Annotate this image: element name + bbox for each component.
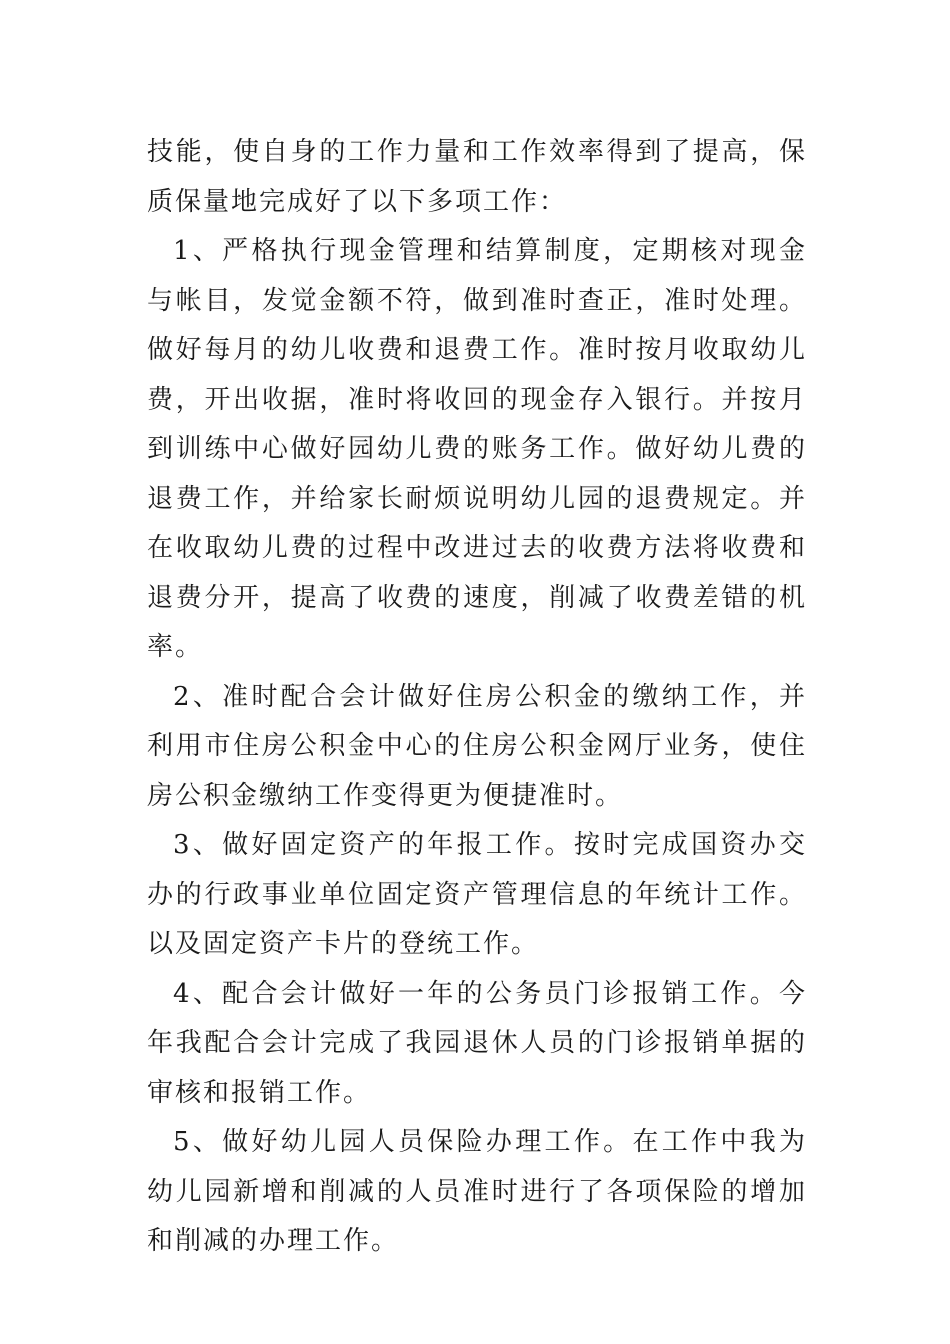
paragraph-item-5: 5、做好幼儿园人员保险办理工作。在工作中我为幼儿园新增和削减的人员准时进行了各项保险的增加和削减的办理工作。: [147, 1127, 807, 1256]
paragraph-item-1: 1、严格执行现金管理和结算制度，定期核对现金与帐目，发觉金额不符，做到准时查正，准时处理。做好每月的幼儿收费和退费工作。准时按月收取幼儿费，开出收据，准时将收回的现金存入银行。并按月到训练中心做好园幼儿费的账务工作。做好幼儿费的退费工作，并给家长耐烦说明幼儿园的退费规定。并在收取幼儿费的过程中改进过去的收费方法将收费和退费分开，提高了收费的速度，削减了收费差错的机率。: [147, 236, 807, 662]
paragraph-item-2: 2、准时配合会计做好住房公积金的缴纳工作，并利用市住房公积金中心的住房公积金网厅业务，使住房公积金缴纳工作变得更为便捷准时。: [147, 681, 807, 811]
paragraph-item-3: 3、做好固定资产的年报工作。按时完成国资办交办的行政事业单位固定资产管理信息的年统计工作。以及固定资产卡片的登统工作。: [147, 830, 807, 959]
paragraph-continuation: 技能，使自身的工作力量和工作效率得到了提高，保质保量地完成好了以下多项工作：: [147, 137, 807, 217]
paragraph-item-4: 4、配合会计做好一年的公务员门诊报销工作。今年我配合会计完成了我园退休人员的门诊报销单据的审核和报销工作。: [147, 978, 807, 1108]
document-body: [147, 128, 807, 1267]
